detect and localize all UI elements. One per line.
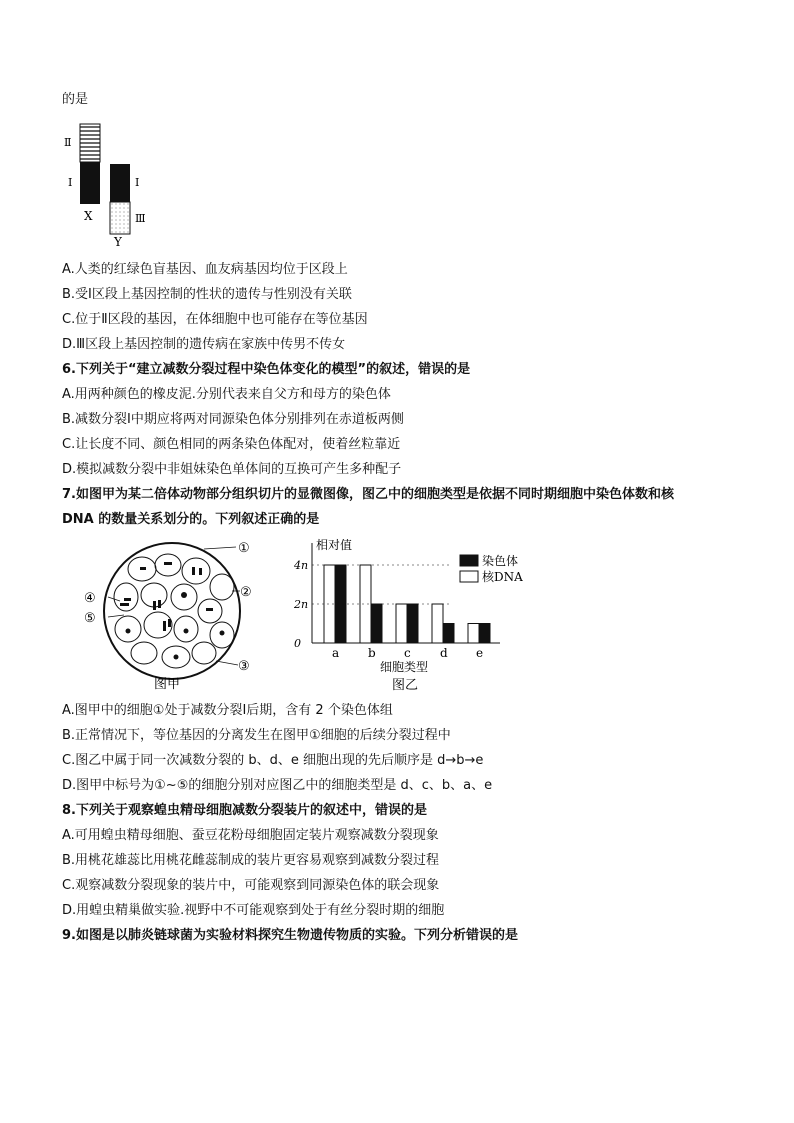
bar-c-dna [396, 604, 407, 643]
x-chromosome-region-ii [80, 124, 100, 162]
question-9: 9.如图是以肺炎链球菌为实验材料探究生物遗传物质的实验。下列分析错误的是 [62, 928, 518, 943]
q6-option-c: C.让长度不同、颜色相同的两条染色体配对，使着丝粒靠近 [62, 437, 401, 452]
q5-option-a: A.人类的红绿色盲基因、血友病基因均位于区段上 [62, 262, 348, 277]
question-6: 6.下列关于“建立减数分裂过程中染色体变化的模型”的叙述，错误的是 [62, 362, 471, 377]
chromosome [192, 567, 195, 575]
label-ii: Ⅱ [64, 136, 72, 149]
chromosome [168, 619, 171, 627]
x-tick-label: d [440, 646, 448, 660]
x-tick-label: c [404, 646, 411, 660]
xy-chromosome-figure [62, 118, 172, 253]
legend-label-chromosome: 染色体 [482, 554, 519, 568]
question-8: 8.下列关于观察蝗虫精母细胞减数分裂装片的叙述中，错误的是 [62, 803, 427, 818]
legend-label-dna: 核DNA [482, 570, 523, 584]
q7-option-d: D.图甲中标号为①~⑤的细胞分别对应图乙中的细胞类型是 d、c、b、a、e [62, 778, 493, 793]
chromosome [199, 568, 202, 575]
figure-caption-yi: 图乙 [392, 678, 419, 693]
q5-option-c: C.位于Ⅱ区段的基因，在体细胞中也可能存在等位基因 [62, 312, 368, 327]
y-chromosome-region-iii [110, 202, 130, 234]
label-i-left: Ⅰ [68, 176, 73, 189]
label-x: X [84, 209, 93, 223]
x-chromosome-region-i [80, 162, 100, 204]
label-iii: Ⅲ [135, 212, 146, 225]
q5-option-d: D.Ⅲ区段上基因控制的遗传病在家族中传男不传女 [62, 337, 346, 352]
chromosome [158, 600, 161, 608]
mark-4: ④ [84, 591, 96, 606]
bar-b-dna [360, 565, 371, 643]
nucleus [220, 631, 225, 636]
y-tick-label: 0 [294, 637, 301, 650]
mark-5: ⑤ [84, 611, 96, 626]
cell-micrograph-figure [80, 535, 280, 695]
x-tick-label: b [368, 646, 376, 660]
chromosome [163, 621, 166, 631]
q5-option-b: B.受Ⅰ区段上基因控制的性状的遗传与性别没有关联 [62, 287, 352, 302]
q8-option-d: D.用蝗虫精巢做实验.视野中不可能观察到处于有丝分裂时期的细胞 [62, 903, 445, 918]
x-tick-label: a [332, 646, 340, 660]
bar-a-chromosome [335, 565, 346, 643]
q6-option-d: D.模拟减数分裂中非姐妹染色单体间的互换可产生多种配子 [62, 462, 402, 477]
q7-option-c: C.图乙中属于同一次减数分裂的 b、d、e 细胞出现的先后顺序是 d→b→e [62, 753, 484, 768]
y-tick-label: 4n [294, 559, 309, 572]
nucleus [184, 629, 189, 634]
label-y: Y [114, 235, 122, 249]
q8-option-c: C.观察减数分裂现象的装片中，可能观察到同源染色体的联会现象 [62, 878, 440, 893]
q8-option-b: B.用桃花雄蕊比用桃花雌蕊制成的装片更容易观察到减数分裂过程 [62, 853, 440, 868]
y-axis-label: 相对值 [316, 538, 353, 552]
mark-1: ① [238, 541, 250, 556]
chromosome [140, 567, 146, 570]
mark-3: ③ [238, 659, 250, 674]
bar-e-chromosome [479, 624, 490, 644]
y-chromosome-region-i [110, 164, 130, 202]
bar-c-chromosome [407, 604, 418, 643]
chromosome [164, 562, 172, 565]
chromosome [124, 598, 131, 601]
label-i-right: Ⅰ [135, 176, 140, 189]
mark-2: ② [240, 585, 252, 600]
q6-option-a: A.用两种颜色的橡皮泥.分别代表来自父方和母方的染色体 [62, 387, 391, 402]
bar-b-chromosome [371, 604, 382, 643]
bar-d-chromosome [443, 624, 454, 644]
legend-swatch-dna [460, 571, 478, 582]
fragment-line: 的是 [62, 92, 89, 107]
question-7-line-2: DNA 的数量关系划分的。下列叙述正确的是 [62, 512, 320, 527]
nucleus [126, 629, 131, 634]
q7-option-b: B.正常情况下，等位基因的分离发生在图甲①细胞的后续分裂过程中 [62, 728, 451, 743]
nucleus [174, 655, 179, 660]
nucleus [181, 592, 187, 598]
q7-option-a: A.图甲中的细胞①处于减数分裂Ⅰ后期，含有 2 个染色体组 [62, 703, 393, 718]
chromosome [120, 603, 129, 606]
y-tick-label: 2n [294, 598, 309, 611]
x-axis-label: 细胞类型 [380, 660, 429, 674]
q6-option-b: B.减数分裂Ⅰ中期应将两对同源染色体分别排列在赤道板两侧 [62, 412, 404, 427]
chromosome [206, 608, 213, 611]
legend-swatch-chromosome [460, 555, 478, 566]
q8-option-a: A.可用蝗虫精母细胞、蚕豆花粉母细胞固定装片观察减数分裂现象 [62, 828, 439, 843]
question-7-line-1: 7.如图甲为某二倍体动物部分组织切片的显微图像，图乙中的细胞类型是依据不同时期细胞中染色体数和核 [62, 487, 674, 502]
bar-e-dna [468, 624, 479, 644]
bar-chart [280, 535, 540, 695]
chromosome [153, 601, 156, 610]
bar-d-dna [432, 604, 443, 643]
figure-caption-jia: 图甲 [154, 677, 181, 692]
x-tick-label: e [476, 646, 484, 660]
